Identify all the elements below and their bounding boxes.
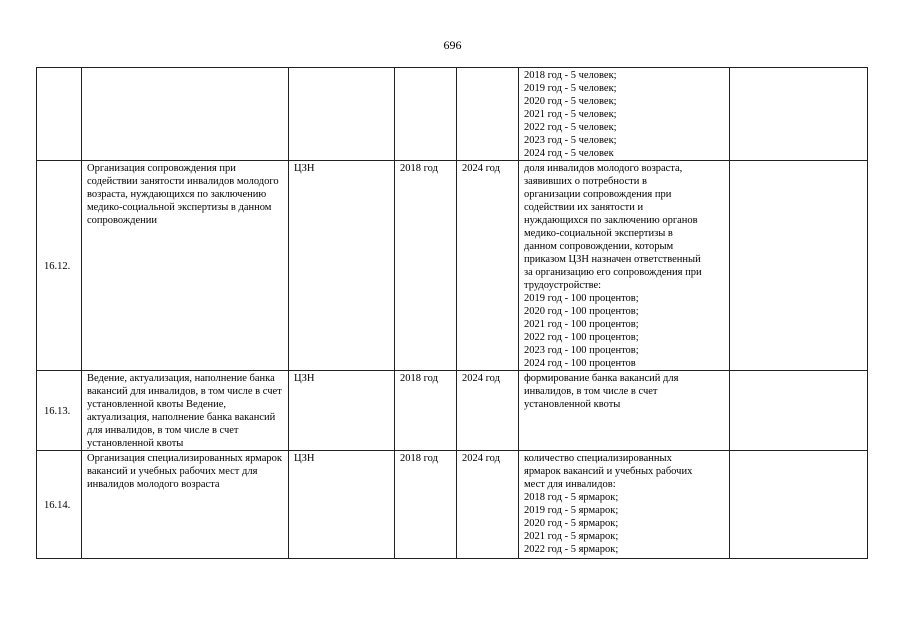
end-year-cell: 2024 год <box>457 161 519 371</box>
indicator-line: организации сопровождения при <box>524 189 672 200</box>
indicator-line: формирование банка вакансий для <box>524 373 679 384</box>
activity-cell: Организация специализированных ярмарок вакансий и учебных рабочих мест для инвалидов молодого возраста <box>82 451 289 559</box>
indicator-cell <box>519 451 730 559</box>
indicator-line: трудоустройстве: <box>524 280 602 291</box>
program-table <box>36 67 868 559</box>
indicator-line: 2019 год - 5 человек; <box>524 83 617 94</box>
indicator-line: количество специализированных <box>524 453 672 464</box>
end-year-cell <box>457 68 519 161</box>
indicator-cell <box>519 371 730 451</box>
indicator-line: приказом ЦЗН назначен ответственный <box>524 254 701 265</box>
notes-cell <box>730 68 868 161</box>
indicator-cell <box>519 68 730 161</box>
table-row <box>37 371 868 451</box>
row-number-cell <box>37 68 82 161</box>
indicator-line: инвалидов, в том числе в счет <box>524 386 658 397</box>
start-year-cell <box>395 68 457 161</box>
indicator-line: 2020 год - 5 человек; <box>524 96 617 107</box>
table-row <box>37 161 868 371</box>
start-year-cell: 2018 год <box>395 451 457 559</box>
indicator-line: 2022 год - 5 человек; <box>524 122 617 133</box>
notes-cell <box>730 161 868 371</box>
indicator-line: 2021 год - 5 человек; <box>524 109 617 120</box>
indicator-line: ярмарок вакансий и учебных рабочих <box>524 466 693 477</box>
indicator-line: данном сопровождении, которым <box>524 241 674 252</box>
indicator-line: 2021 год - 5 ярмарок; <box>524 531 619 542</box>
indicator-line: 2019 год - 5 ярмарок; <box>524 505 619 516</box>
row-number-cell: 16.12. <box>37 161 82 371</box>
indicator-cell <box>519 161 730 371</box>
indicator-line: доля инвалидов молодого возраста, <box>524 163 683 174</box>
indicator-line: 2018 год - 5 человек; <box>524 70 617 81</box>
executor-cell <box>289 68 395 161</box>
indicator-line: 2020 год - 100 процентов; <box>524 306 639 317</box>
notes-cell <box>730 371 868 451</box>
indicator-line: 2021 год - 100 процентов; <box>524 319 639 330</box>
indicator-line: 2018 год - 5 ярмарок; <box>524 492 619 503</box>
row-number-cell: 16.13. <box>37 371 82 451</box>
row-number-cell: 16.14. <box>37 451 82 559</box>
indicator-line: 2022 год - 100 процентов; <box>524 332 639 343</box>
activity-cell: Организация сопровождения при содействии занятости инвалидов молодого возраста, нуждающихся по заключению медико-социальной экспертизы в данном сопровождении <box>82 161 289 371</box>
indicator-line: 2019 год - 100 процентов; <box>524 293 639 304</box>
indicator-line: заявивших о потребности в <box>524 176 647 187</box>
indicator-line: мест для инвалидов: <box>524 479 616 490</box>
start-year-cell: 2018 год <box>395 371 457 451</box>
activity-cell <box>82 68 289 161</box>
indicator-line: 2023 год - 100 процентов; <box>524 345 639 356</box>
end-year-cell: 2024 год <box>457 371 519 451</box>
indicator-line: нуждающихся по заключению органов <box>524 215 698 226</box>
activity-cell: Ведение, актуализация, наполнение банка вакансий для инвалидов, в том числе в счет установленной квоты Ведение, актуализация, наполнение банка вакансий для инвалидов, в том числе в счет установленной квоты <box>82 371 289 451</box>
indicator-line: 2024 год - 100 процентов <box>524 358 636 369</box>
indicator-line: за организацию его сопровождения при <box>524 267 702 278</box>
indicator-line: содействии их занятости и <box>524 202 644 213</box>
indicator-line: медико-социальной экспертизы в <box>524 228 673 239</box>
indicator-line: 2023 год - 5 человек; <box>524 135 617 146</box>
indicator-line: 2020 год - 5 ярмарок; <box>524 518 619 529</box>
indicator-line: 2022 год - 5 ярмарок; <box>524 544 619 555</box>
table-row <box>37 451 868 559</box>
indicator-line: 2024 год - 5 человек <box>524 148 614 159</box>
executor-cell: ЦЗН <box>289 161 395 371</box>
end-year-cell: 2024 год <box>457 451 519 559</box>
executor-cell: ЦЗН <box>289 371 395 451</box>
indicator-line: установленной квоты <box>524 399 621 410</box>
table-row <box>37 68 868 161</box>
start-year-cell: 2018 год <box>395 161 457 371</box>
page-number: 696 <box>443 38 462 52</box>
notes-cell <box>730 451 868 559</box>
executor-cell: ЦЗН <box>289 451 395 559</box>
